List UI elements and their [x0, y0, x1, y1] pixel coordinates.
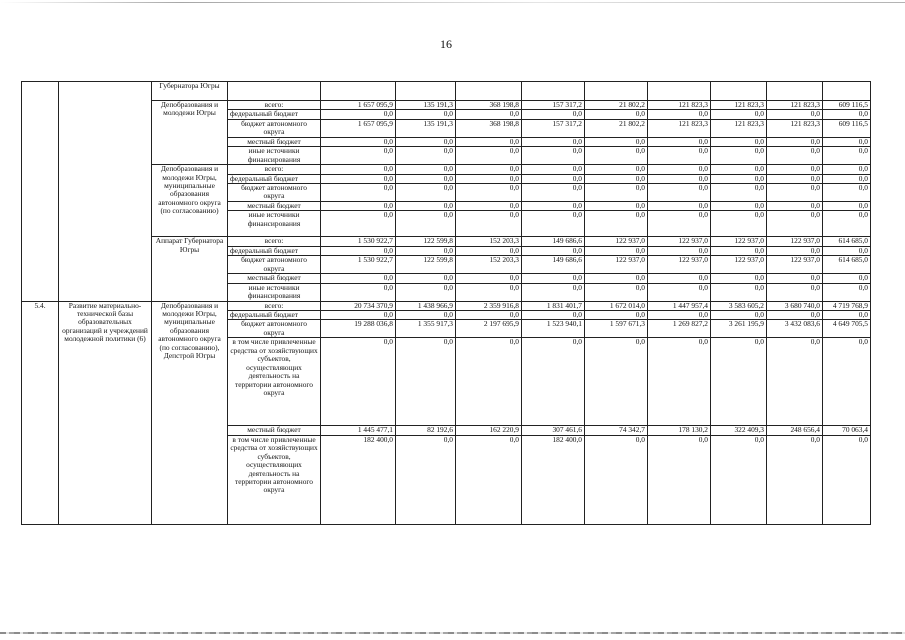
value-cell: 0,0	[648, 110, 711, 119]
value-cell	[823, 82, 871, 101]
value-cell: 3 583 605,2	[711, 301, 767, 310]
value-cell: 0,0	[767, 274, 823, 283]
value-cell: 0,0	[456, 184, 522, 202]
value-cell: 0,0	[823, 246, 871, 255]
value-cell: 122 937,0	[711, 237, 767, 246]
value-cell: 0,0	[456, 338, 522, 426]
source-cell: федеральный бюджет	[228, 174, 321, 183]
value-cell: 122 937,0	[767, 256, 823, 274]
value-cell: 152 203,3	[456, 237, 522, 246]
value-cell: 82 192,6	[396, 426, 456, 435]
table-row	[22, 82, 871, 101]
value-cell: 0,0	[648, 174, 711, 183]
value-cell	[396, 82, 456, 101]
source-cell: местный бюджет	[228, 202, 321, 211]
measure-name-cell	[59, 82, 152, 302]
value-cell: 3 680 740,0	[767, 301, 823, 310]
value-cell: 162 220,9	[456, 426, 522, 435]
value-cell: 2 359 916,8	[456, 301, 522, 310]
value-cell: 178 130,2	[648, 426, 711, 435]
value-cell: 121 823,3	[648, 101, 711, 110]
value-cell: 0,0	[396, 110, 456, 119]
value-cell: 3 261 195,9	[711, 320, 767, 338]
value-cell: 0,0	[767, 137, 823, 146]
value-cell: 0,0	[648, 202, 711, 211]
value-cell: 0,0	[585, 202, 648, 211]
value-cell: 0,0	[321, 184, 396, 202]
value-cell: 0,0	[767, 283, 823, 301]
executor-cell: Депобразования и молодежи Югры, муниципальные образования автономного округа (по согласованию)	[152, 165, 228, 237]
value-cell: 0,0	[585, 246, 648, 255]
value-cell: 152 203,3	[456, 256, 522, 274]
value-cell: 0,0	[522, 110, 585, 119]
value-cell: 0,0	[648, 211, 711, 237]
value-cell: 0,0	[648, 147, 711, 165]
value-cell: 0,0	[522, 283, 585, 301]
value-cell: 0,0	[711, 147, 767, 165]
value-cell: 0,0	[396, 211, 456, 237]
value-cell: 20 734 370,9	[321, 301, 396, 310]
value-cell: 0,0	[585, 184, 648, 202]
value-cell: 21 802,2	[585, 119, 648, 137]
value-cell: 121 823,3	[711, 101, 767, 110]
source-cell: всего:	[228, 165, 321, 174]
value-cell: 1 672 014,0	[585, 301, 648, 310]
value-cell: 0,0	[711, 110, 767, 119]
value-cell: 3 432 083,6	[767, 320, 823, 338]
value-cell	[522, 82, 585, 101]
value-cell	[648, 82, 711, 101]
value-cell: 0,0	[396, 184, 456, 202]
value-cell: 0,0	[648, 435, 711, 524]
value-cell: 609 116,5	[823, 101, 871, 110]
value-cell: 1 530 922,7	[321, 237, 396, 246]
value-cell: 0,0	[711, 283, 767, 301]
value-cell: 0,0	[522, 274, 585, 283]
value-cell: 0,0	[321, 137, 396, 146]
value-cell: 0,0	[585, 211, 648, 237]
value-cell: 0,0	[648, 283, 711, 301]
value-cell: 614 685,0	[823, 256, 871, 274]
value-cell: 70 063,4	[823, 426, 871, 435]
value-cell: 0,0	[767, 211, 823, 237]
value-cell: 0,0	[456, 311, 522, 320]
value-cell: 0,0	[456, 274, 522, 283]
value-cell: 135 191,3	[396, 119, 456, 137]
value-cell: 0,0	[456, 110, 522, 119]
value-cell: 0,0	[823, 283, 871, 301]
value-cell: 0,0	[823, 174, 871, 183]
value-cell: 0,0	[767, 338, 823, 426]
scan-edge-top	[0, 2, 905, 3]
value-cell: 0,0	[767, 435, 823, 524]
value-cell: 121 823,3	[711, 119, 767, 137]
value-cell: 0,0	[767, 165, 823, 174]
value-cell: 0,0	[396, 246, 456, 255]
value-cell	[767, 82, 823, 101]
value-cell: 121 823,3	[767, 119, 823, 137]
value-cell: 0,0	[823, 338, 871, 426]
value-cell: 0,0	[456, 246, 522, 255]
value-cell: 0,0	[767, 110, 823, 119]
value-cell: 0,0	[711, 274, 767, 283]
executor-cell: Депобразования и молодежи Югры	[152, 101, 228, 165]
value-cell: 122 599,8	[396, 256, 456, 274]
value-cell: 0,0	[522, 137, 585, 146]
value-cell: 0,0	[321, 165, 396, 174]
value-cell: 0,0	[321, 211, 396, 237]
value-cell: 0,0	[823, 435, 871, 524]
value-cell: 0,0	[522, 202, 585, 211]
value-cell: 157 317,2	[522, 101, 585, 110]
value-cell: 0,0	[767, 202, 823, 211]
value-cell: 0,0	[585, 283, 648, 301]
value-cell: 0,0	[648, 311, 711, 320]
value-cell: 0,0	[522, 184, 585, 202]
value-cell: 368 198,8	[456, 101, 522, 110]
source-cell: местный бюджет	[228, 426, 321, 435]
value-cell: 0,0	[823, 211, 871, 237]
value-cell: 122 937,0	[711, 256, 767, 274]
executor-cell: Депобразования и молодежи Югры, муниципальные образования автономного округа (по согласованию), Депстрой Югры	[152, 301, 228, 524]
value-cell: 0,0	[585, 311, 648, 320]
value-cell: 0,0	[648, 338, 711, 426]
value-cell: 0,0	[767, 147, 823, 165]
value-cell: 122 937,0	[585, 237, 648, 246]
value-cell: 0,0	[585, 137, 648, 146]
value-cell: 0,0	[585, 110, 648, 119]
value-cell: 0,0	[823, 202, 871, 211]
value-cell: 0,0	[321, 274, 396, 283]
value-cell: 0,0	[648, 246, 711, 255]
value-cell: 0,0	[456, 174, 522, 183]
value-cell: 182 400,0	[522, 435, 585, 524]
value-cell: 0,0	[321, 147, 396, 165]
value-cell	[321, 82, 396, 101]
value-cell: 1 355 917,3	[396, 320, 456, 338]
value-cell: 0,0	[396, 435, 456, 524]
value-cell: 1 269 827,2	[648, 320, 711, 338]
value-cell: 0,0	[711, 165, 767, 174]
value-cell: 0,0	[321, 246, 396, 255]
value-cell: 1 530 922,7	[321, 256, 396, 274]
value-cell: 0,0	[767, 174, 823, 183]
value-cell: 0,0	[522, 211, 585, 237]
source-cell: федеральный бюджет	[228, 110, 321, 119]
value-cell: 0,0	[396, 147, 456, 165]
value-cell: 0,0	[711, 174, 767, 183]
value-cell: 322 409,3	[711, 426, 767, 435]
value-cell: 157 317,2	[522, 119, 585, 137]
measure-name-cell: Развитие материально-технической базы образовательных организаций и учреждений молодежной политики (6)	[59, 301, 152, 524]
source-cell: всего:	[228, 101, 321, 110]
value-cell: 122 937,0	[648, 237, 711, 246]
value-cell: 1 523 940,1	[522, 320, 585, 338]
value-cell	[456, 82, 522, 101]
value-cell: 0,0	[767, 184, 823, 202]
scan-edge-bottom	[0, 632, 905, 634]
value-cell: 368 198,8	[456, 119, 522, 137]
budget-table	[21, 81, 871, 525]
source-cell: федеральный бюджет	[228, 246, 321, 255]
value-cell: 0,0	[648, 274, 711, 283]
value-cell: 1 445 477,1	[321, 426, 396, 435]
source-cell: местный бюджет	[228, 137, 321, 146]
value-cell: 0,0	[321, 110, 396, 119]
value-cell: 0,0	[456, 211, 522, 237]
value-cell: 21 802,2	[585, 101, 648, 110]
value-cell: 1 657 095,9	[321, 119, 396, 137]
value-cell: 0,0	[711, 435, 767, 524]
source-cell: в том числе привлеченные средства от хозяйствующих субъектов, осуществляющих деятельность на территории автономного округа	[228, 435, 321, 524]
source-cell: иные источники финансирования	[228, 147, 321, 165]
value-cell: 0,0	[321, 338, 396, 426]
value-cell: 0,0	[823, 311, 871, 320]
value-cell	[585, 82, 648, 101]
value-cell: 0,0	[522, 338, 585, 426]
row-number-cell	[22, 82, 59, 302]
value-cell: 0,0	[711, 311, 767, 320]
value-cell: 74 342,7	[585, 426, 648, 435]
value-cell: 4 719 768,9	[823, 301, 871, 310]
value-cell: 0,0	[711, 184, 767, 202]
value-cell: 122 937,0	[585, 256, 648, 274]
source-cell: иные источники финансирования	[228, 211, 321, 237]
value-cell: 0,0	[321, 202, 396, 211]
value-cell: 1 831 401,7	[522, 301, 585, 310]
source-cell: иные источники финансирования	[228, 283, 321, 301]
value-cell: 0,0	[823, 274, 871, 283]
page-number: 16	[440, 37, 452, 51]
value-cell: 0,0	[585, 274, 648, 283]
value-cell: 0,0	[522, 246, 585, 255]
value-cell: 0,0	[711, 202, 767, 211]
source-cell: бюджет автономного округа	[228, 320, 321, 338]
value-cell: 1 438 966,9	[396, 301, 456, 310]
value-cell: 0,0	[321, 283, 396, 301]
value-cell: 0,0	[711, 338, 767, 426]
value-cell: 121 823,3	[767, 101, 823, 110]
value-cell: 0,0	[522, 147, 585, 165]
value-cell: 0,0	[522, 311, 585, 320]
value-cell: 182 400,0	[321, 435, 396, 524]
value-cell: 0,0	[396, 283, 456, 301]
value-cell: 0,0	[456, 202, 522, 211]
value-cell: 0,0	[522, 165, 585, 174]
value-cell: 0,0	[396, 137, 456, 146]
value-cell: 0,0	[396, 274, 456, 283]
value-cell: 0,0	[648, 165, 711, 174]
value-cell: 1 597 671,3	[585, 320, 648, 338]
value-cell: 307 461,6	[522, 426, 585, 435]
value-cell: 0,0	[321, 311, 396, 320]
value-cell: 122 599,8	[396, 237, 456, 246]
row-number-cell: 5.4.	[22, 301, 59, 524]
value-cell: 248 656,4	[767, 426, 823, 435]
value-cell: 0,0	[711, 137, 767, 146]
value-cell: 0,0	[823, 110, 871, 119]
value-cell: 0,0	[823, 147, 871, 165]
value-cell: 122 937,0	[648, 256, 711, 274]
value-cell: 0,0	[396, 338, 456, 426]
value-cell: 0,0	[711, 246, 767, 255]
source-cell: бюджет автономного округа	[228, 184, 321, 202]
value-cell: 0,0	[585, 174, 648, 183]
source-cell: всего:	[228, 237, 321, 246]
value-cell: 0,0	[648, 184, 711, 202]
value-cell: 0,0	[396, 202, 456, 211]
value-cell: 0,0	[522, 174, 585, 183]
value-cell: 614 685,0	[823, 237, 871, 246]
source-cell: федеральный бюджет	[228, 311, 321, 320]
executor-cell: Губернатора Югры	[152, 82, 228, 101]
value-cell: 135 191,3	[396, 101, 456, 110]
value-cell: 2 197 695,9	[456, 320, 522, 338]
executor-cell: Аппарат Губернатора Югры	[152, 237, 228, 301]
value-cell: 0,0	[396, 311, 456, 320]
value-cell: 0,0	[711, 211, 767, 237]
source-cell: местный бюджет	[228, 274, 321, 283]
value-cell: 19 288 036,8	[321, 320, 396, 338]
value-cell: 0,0	[585, 165, 648, 174]
value-cell: 0,0	[648, 137, 711, 146]
value-cell: 609 116,5	[823, 119, 871, 137]
value-cell	[711, 82, 767, 101]
value-cell: 0,0	[823, 137, 871, 146]
source-cell	[228, 82, 321, 101]
value-cell: 0,0	[456, 147, 522, 165]
value-cell: 1 657 095,9	[321, 101, 396, 110]
value-cell: 121 823,3	[648, 119, 711, 137]
value-cell: 0,0	[585, 435, 648, 524]
source-cell: всего:	[228, 301, 321, 310]
value-cell: 0,0	[585, 338, 648, 426]
value-cell: 0,0	[321, 174, 396, 183]
value-cell: 4 649 705,5	[823, 320, 871, 338]
value-cell: 0,0	[396, 165, 456, 174]
value-cell: 1 447 957,4	[648, 301, 711, 310]
value-cell: 0,0	[456, 165, 522, 174]
table-row	[22, 301, 871, 310]
value-cell: 0,0	[585, 147, 648, 165]
value-cell: 0,0	[456, 435, 522, 524]
value-cell: 0,0	[767, 311, 823, 320]
value-cell: 149 686,6	[522, 256, 585, 274]
value-cell: 0,0	[767, 246, 823, 255]
value-cell: 0,0	[456, 283, 522, 301]
source-cell: в том числе привлеченные средства от хозяйствующих субъектов, осуществляющих деятельность на территории автономного округа	[228, 338, 321, 426]
source-cell: бюджет автономного округа	[228, 119, 321, 137]
value-cell: 0,0	[396, 174, 456, 183]
value-cell: 0,0	[823, 165, 871, 174]
source-cell: бюджет автономного округа	[228, 256, 321, 274]
value-cell: 149 686,6	[522, 237, 585, 246]
value-cell: 0,0	[456, 137, 522, 146]
value-cell: 122 937,0	[767, 237, 823, 246]
value-cell: 0,0	[823, 184, 871, 202]
